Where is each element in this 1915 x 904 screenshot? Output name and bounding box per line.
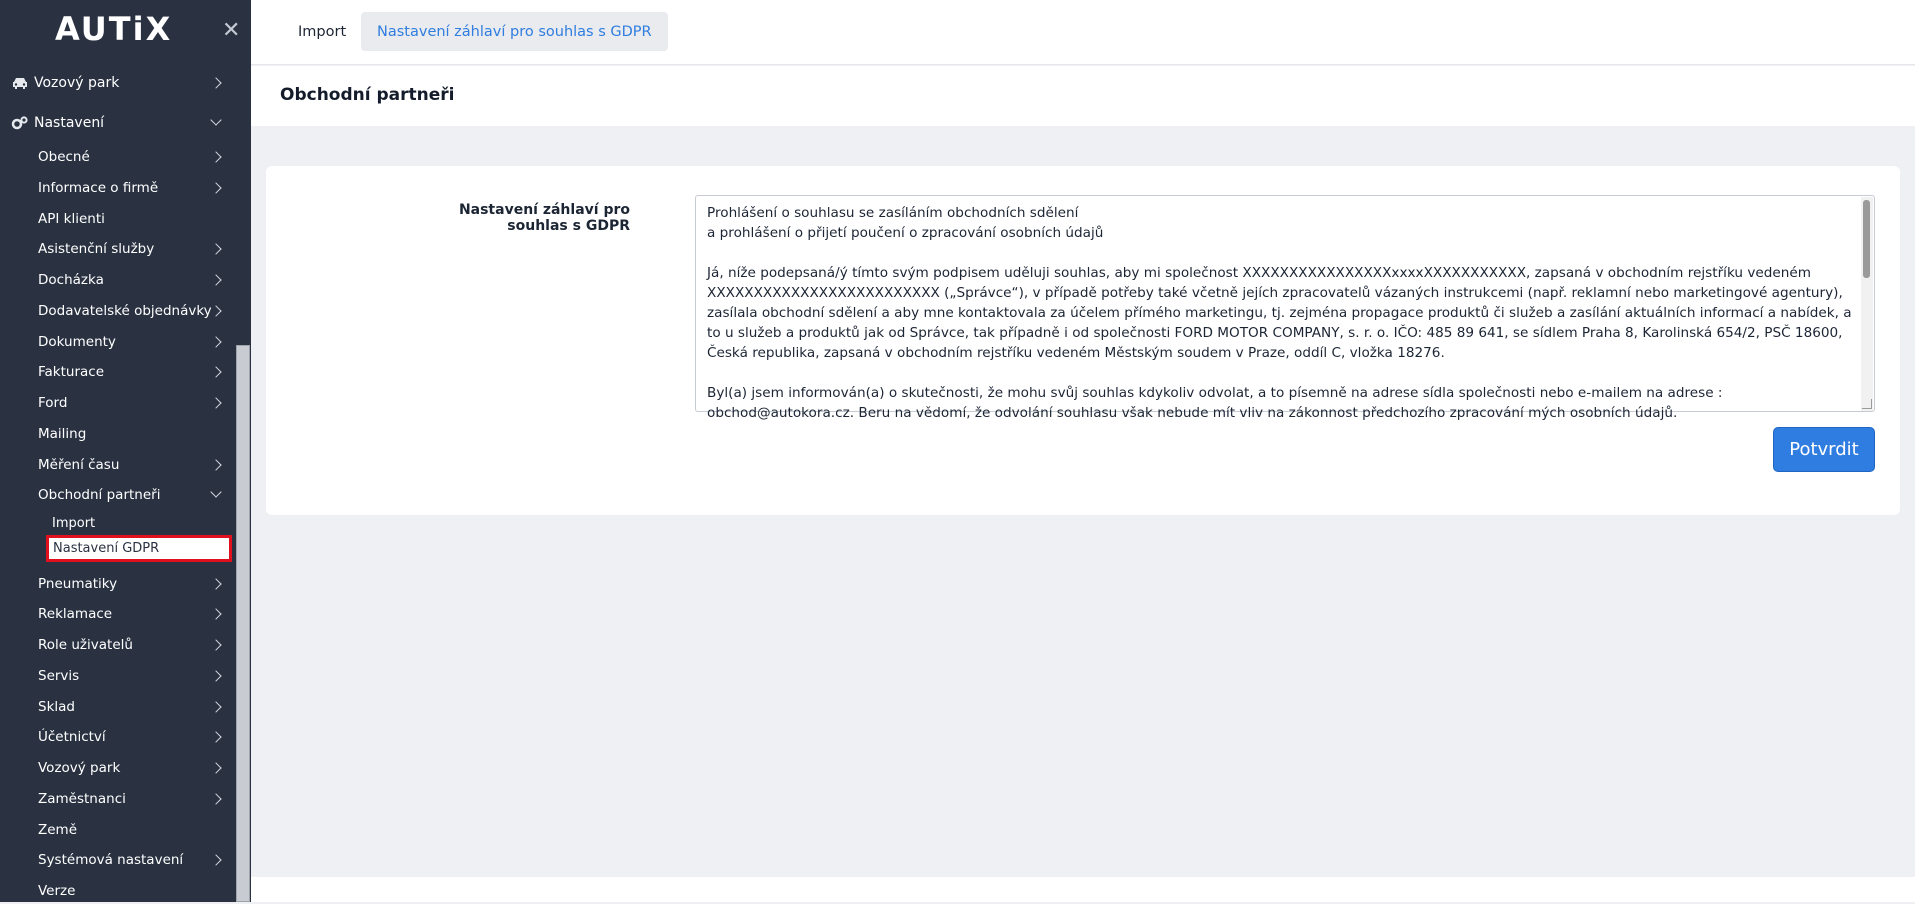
sidebar-item-vozovy-park-top[interactable] (0, 66, 236, 100)
sidebar-item-label: Země (38, 822, 78, 838)
page-header (251, 66, 1915, 126)
chevron-right-icon (210, 77, 221, 88)
sidebar-item-import[interactable] (0, 511, 236, 535)
sidebar-item-label: Dokumenty (38, 334, 116, 350)
chevron-down-icon (210, 486, 221, 497)
sidebar-item-obecne[interactable] (0, 144, 236, 170)
chevron-down-icon (210, 114, 221, 125)
textarea-scroll-thumb[interactable] (1863, 200, 1870, 278)
textarea-scrollbar[interactable] (1861, 197, 1873, 411)
sidebar-item-label: Ford (38, 395, 68, 411)
sidebar-item-vozovy-park[interactable] (0, 755, 236, 781)
sidebar-item-label: Pneumatiky (38, 576, 118, 592)
gears-icon (11, 115, 29, 131)
sidebar-scrollbar[interactable] (236, 345, 250, 902)
chevron-right-icon (210, 608, 221, 619)
chevron-right-icon (210, 243, 221, 254)
sidebar-item-api-klienti[interactable] (0, 206, 236, 232)
chevron-right-icon (210, 578, 221, 589)
gdpr-header-textarea[interactable] (695, 195, 1875, 421)
sidebar-item-nastaveni[interactable] (0, 106, 236, 140)
tab-gdpr-settings[interactable]: Nastavení záhlaví pro souhlas s GDPR (361, 12, 668, 51)
chevron-right-icon (210, 854, 221, 865)
chevron-right-icon (210, 731, 221, 742)
sidebar-item-label: Asistenční služby (38, 241, 155, 257)
chevron-right-icon (210, 397, 221, 408)
sidebar-item-dochazka[interactable] (0, 267, 236, 293)
sidebar-item-obchodni-partneri[interactable] (0, 482, 236, 508)
sidebar-item-label: Vozový park (34, 75, 120, 91)
page-title: Obchodní partneři (280, 85, 455, 105)
sidebar-item-label: Nastavení (34, 115, 105, 131)
sidebar-item-zamestnanci[interactable] (0, 786, 236, 812)
sidebar-item-reklamace[interactable] (0, 601, 236, 627)
sidebar-item-ford[interactable] (0, 390, 236, 416)
sidebar-item-label: Obecné (38, 149, 90, 165)
sidebar-item-label: Mailing (38, 426, 87, 442)
sidebar-item-label: Servis (38, 668, 80, 684)
sidebar-item-label: Systémová nastavení (38, 852, 184, 868)
sidebar-item-label: Import (52, 515, 96, 531)
car-icon (11, 75, 29, 91)
sidebar-item-label: Sklad (38, 699, 75, 715)
sidebar-item-label: Informace o firmě (38, 180, 159, 196)
chevron-right-icon (210, 762, 221, 773)
form-card (266, 166, 1900, 515)
close-icon[interactable]: ✕ (222, 18, 241, 43)
sidebar-item-zeme[interactable] (0, 817, 236, 843)
chevron-right-icon (210, 701, 221, 712)
sidebar-item-label: Verze (38, 883, 76, 899)
sidebar-item-role-uzivatelu[interactable] (0, 632, 236, 658)
sidebar-item-mailing[interactable] (0, 421, 236, 447)
sidebar-item-sklad[interactable] (0, 694, 236, 720)
chevron-right-icon (210, 459, 221, 470)
sidebar-item-label: Nastavení GDPR (53, 541, 160, 556)
sidebar-item-asistencni-sluzby[interactable] (0, 236, 236, 262)
sidebar-item-servis[interactable] (0, 663, 236, 689)
sidebar-item-label: Reklamace (38, 606, 113, 622)
sidebar-item-label: Měření času (38, 457, 120, 473)
chevron-right-icon (210, 793, 221, 804)
sidebar-item-dodavatelske-objednavky[interactable] (0, 298, 236, 324)
sidebar-item-systemova-nastaveni[interactable] (0, 847, 236, 873)
sidebar-item-label: Vozový park (38, 760, 121, 776)
sidebar-item-label: Zaměstnanci (38, 791, 126, 807)
chevron-right-icon (210, 670, 221, 681)
sidebar-item-label: API klienti (38, 211, 105, 227)
sidebar-item-ucetnictvi[interactable] (0, 724, 236, 750)
sidebar-item-label: Účetnictví (38, 729, 106, 745)
sidebar-item-label: Fakturace (38, 364, 105, 380)
autix-logo: AUTiX (55, 10, 173, 48)
chevron-right-icon (210, 182, 221, 193)
resize-handle-icon[interactable] (1862, 399, 1872, 409)
chevron-right-icon (210, 366, 221, 377)
sidebar-item-pneumatiky[interactable] (0, 571, 236, 597)
gdpr-header-label: Nastavení záhlaví pro souhlas s GDPR (458, 202, 630, 234)
sidebar-item-verze[interactable] (0, 878, 236, 904)
chevron-right-icon (210, 336, 221, 347)
sidebar-item-informace-o-firme[interactable] (0, 175, 236, 201)
sidebar-item-label: Docházka (38, 272, 104, 288)
top-tab-bar (251, 0, 1915, 65)
sidebar-item-nastaveni-gdpr[interactable] (46, 535, 232, 562)
chevron-right-icon (210, 274, 221, 285)
sidebar-item-fakturace[interactable] (0, 359, 236, 385)
textarea-content: Prohlášení o souhlasu se zasíláním obchodních sdělení a prohlášení o přijetí poučení o zpracování osobních údajů Já, níže podepsaná/ý tímto svým podpisem uděluji souhlas, aby mi společnost XXXXXXXXXXXXXXXXxxxxXXXXXXXXXXX, zapsaná v obchodním rejstříku vedeném XXXXXXXXXXXXXXXXXXXXXXXXX („Správce“), v případě potřeby také včetně jejích zpracovatelů vázaných instrukcemi (např. reklamní nebo marketingové agentury), zasílala obchodní sdělení a aby mne kontaktovala za účelem přímého marketingu, tj. zejména propagace produktů či služeb a zasílání aktuálních informací a nabídek, a to u služeb a produktů jak od Správce, tak případně i od společnosti FORD MOTOR COMPANY, s. r. o. IČO: 485 89 641, se sídlem Praha 8, Karolinská 654/2, PSČ 18600, Česká republika, zapsaná v obchodním rejstříku vedeném Městským soudem v Praze, oddíl C, vložka 18276. Byl(a) jsem informován(a) o skutečnosti, že mohu svůj souhlas kdykoliv odvolat, a to písemně na adrese sídla společnosti nebo e-mailem na adrese : obchod@autokora.cz. Beru na vědomí, že odvolání souhlasu však nebude mít vliv na zákonnost předchozího zpracování mých osobních údajů. (707, 205, 1852, 421)
sidebar-item-label: Dodavatelské objednávky (38, 303, 212, 319)
sidebar-item-label: Obchodní partneři (38, 487, 161, 503)
chevron-right-icon (210, 305, 221, 316)
chevron-right-icon (210, 151, 221, 162)
sidebar (0, 0, 251, 902)
chevron-right-icon (210, 639, 221, 650)
tab-import[interactable]: Import (298, 23, 347, 40)
sidebar-item-dokumenty[interactable] (0, 329, 236, 355)
confirm-button[interactable]: Potvrdit (1773, 427, 1875, 472)
sidebar-item-mereni-casu[interactable] (0, 452, 236, 478)
footer (251, 877, 1915, 902)
sidebar-item-label: Role uživatelů (38, 637, 133, 653)
